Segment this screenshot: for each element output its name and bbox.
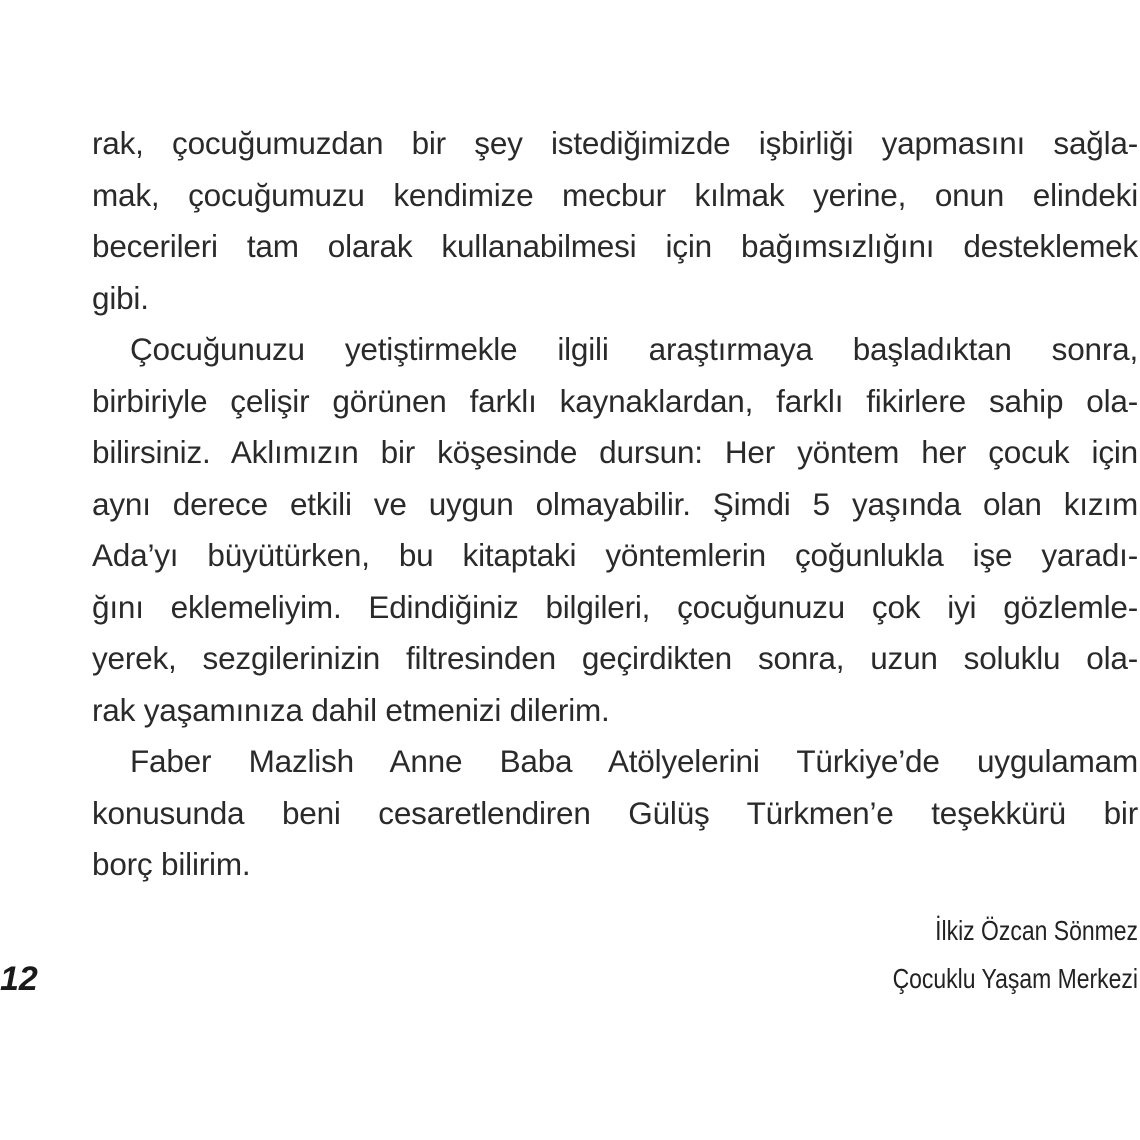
text-line: aynı derece etkili ve uygun olmayabilir. Şimdi 5 yaşında olan kızım — [92, 485, 1138, 522]
text-line: rak, çocuğumuzdan bir şey istediğimizde işbirliği yapmasını sağla- — [92, 125, 1138, 161]
text-line: Faber Mazlish Anne Baba Atölyelerini Türkiye’de uygulamam — [130, 743, 1138, 779]
author-name: İlkiz Özcan Sönmez — [935, 915, 1138, 946]
text-line: mak, çocuğumuzu kendimize mecbur kılmak yerine, onun elindeki — [92, 176, 1138, 213]
page-number: 12 — [0, 960, 38, 998]
text-line: Çocuğunuzu yetiştirmekle ilgili araştırmaya başladıktan sonra, — [130, 331, 1138, 367]
text-line: yerek, sezgilerinizin filtresinden geçirdikten sonra, uzun soluklu ola- — [92, 640, 1138, 676]
text-line: ğını eklemeliyim. Edindiğiniz bilgileri, çocuğunuzu çok iyi gözlemle- — [92, 588, 1138, 625]
text-line: bilirsiniz. Aklımızın bir köşesinde dursun: Her yöntem her çocuk için — [92, 434, 1138, 470]
body-text — [92, 118, 1138, 891]
author-organization: Çocuklu Yaşam Merkezi — [892, 963, 1138, 994]
text-line: birbiriyle çelişir görünen farklı kaynaklardan, farklı fikirlere sahip ola- — [92, 382, 1138, 419]
text-line: becerileri tam olarak kullanabilmesi için bağımsızlığını desteklemek — [92, 228, 1138, 264]
text-line: borç bilirim. — [92, 846, 251, 882]
text-line: rak yaşamınıza dahil etmenizi dilerim. — [92, 691, 610, 728]
text-line: Ada’yı büyütürken, bu kitaptaki yöntemlerin çoğunlukla işe yaradı- — [92, 537, 1138, 573]
text-line: konusunda beni cesaretlendiren Gülüş Türkmen’e teşekkürü bir — [92, 794, 1138, 831]
text-line: gibi. — [92, 279, 149, 316]
